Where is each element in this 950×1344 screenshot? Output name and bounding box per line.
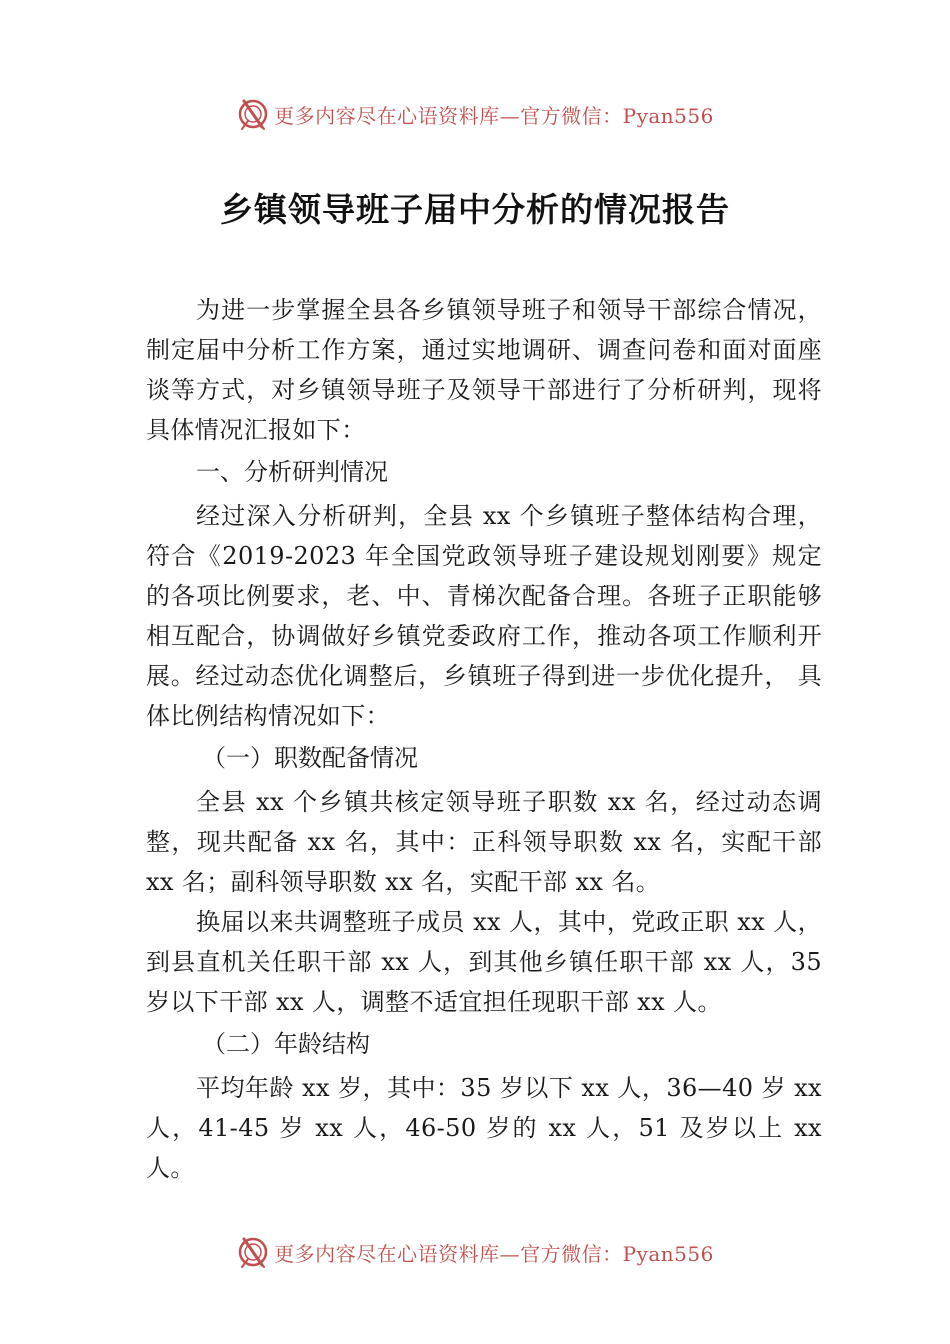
ribbon-seal-icon	[236, 1235, 270, 1269]
watermark-main: 更多内容尽在心语资料库	[274, 103, 500, 128]
document-title: 乡镇领导班子届中分析的情况报告	[220, 190, 730, 229]
sub2-paragraph: 平均年龄 xx 岁，其中：35 岁以下 xx 人，36—40 岁 xx 人，41-45 岁 xx 人，46-50 岁的 xx 人，51 及岁以上 xx 人。	[146, 1074, 822, 1182]
watermark-suffix: 官方微信：Pyan556	[520, 1241, 714, 1266]
watermark-dash: —	[499, 1241, 521, 1266]
document-body	[146, 290, 822, 1188]
header-watermark	[0, 94, 950, 134]
footer-watermark	[0, 1232, 950, 1272]
sub2-heading: （二）年龄结构	[202, 1030, 370, 1058]
watermark-text	[274, 100, 714, 129]
section1-paragraph: 经过深入分析研判，全县 xx 个乡镇班子整体结构合理，符合《2019-2023 年全国党政领导班子建设规划刚要》规定的各项比例要求，老、中、青梯次配备合理。各班子正职能够相互配合，协调做好乡镇党委政府工作，推动各项工作顺利开展。经过动态优化调整后，乡镇班子得到进一步优化提升， 具体比例结构情况如下：	[146, 502, 822, 730]
watermark-suffix: 官方微信：Pyan556	[520, 103, 714, 128]
watermark-dash: —	[499, 103, 521, 128]
sub1-heading: （一）职数配备情况	[202, 744, 418, 772]
ribbon-seal-icon	[236, 97, 270, 131]
watermark-text	[274, 1238, 714, 1267]
sub1-paragraph-1: 全县 xx 个乡镇共核定领导班子职数 xx 名，经过动态调整，现共配备 xx 名，其中：正科领导职数 xx 名，实配干部 xx 名；副科领导职数 xx 名，实配干部 xx 名。	[146, 788, 822, 896]
watermark-main: 更多内容尽在心语资料库	[274, 1241, 500, 1266]
sub1-paragraph-2: 换届以来共调整班子成员 xx 人，其中，党政正职 xx 人， 到县直机关任职干部 xx 人，到其他乡镇任职干部 xx 人，35 岁以下干部 xx 人，调整不适宜担任现职干部 xx 人。	[146, 908, 822, 1016]
section1-heading: 一、分析研判情况	[196, 458, 388, 486]
intro-paragraph: 为进一步掌握全县各乡镇领导班子和领导干部综合情况，制定届中分析工作方案，通过实地调研、调查问卷和面对面座谈等方式，对乡镇领导班子及领导干部进行了分析研判，现将具体情况汇报如下：	[146, 296, 822, 444]
